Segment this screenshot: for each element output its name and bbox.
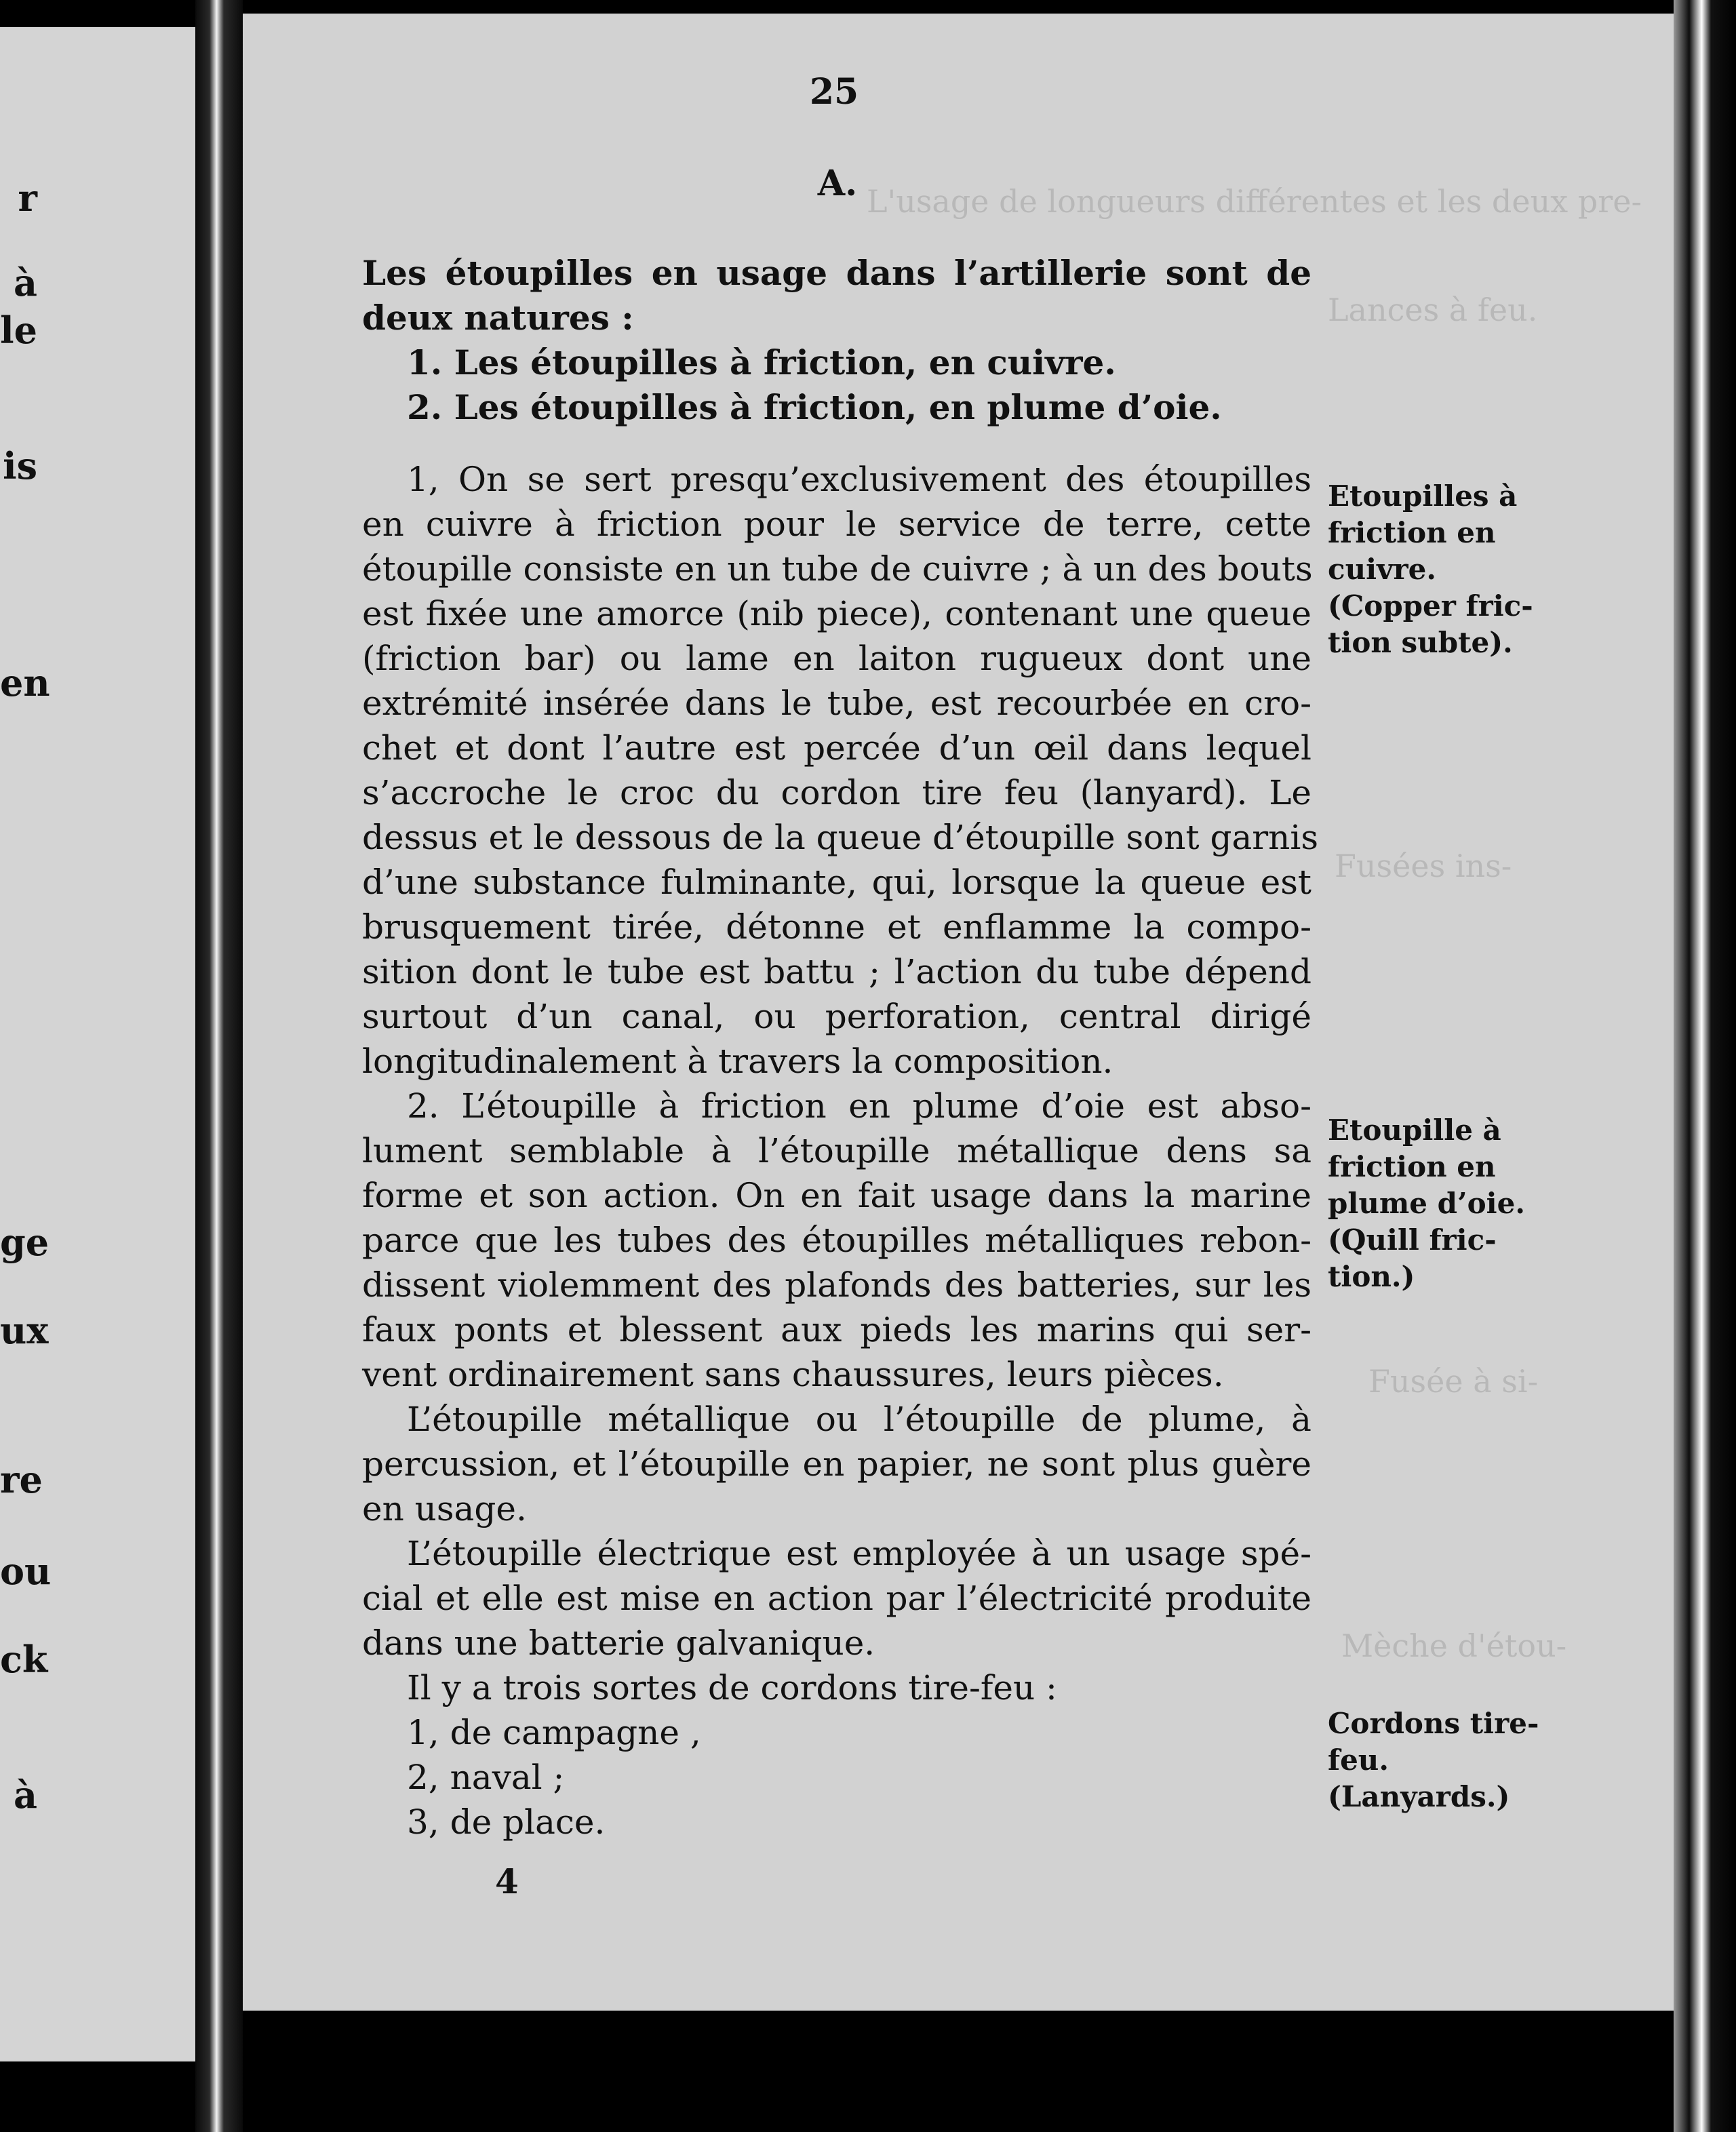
text-line: dessus et le dessous de la queue d’étoupille sont garnis (362, 818, 1319, 857)
left-page-fragment: ge (0, 1221, 50, 1264)
bleed-through-text: Fusées ins- (1335, 848, 1512, 884)
left-page-fragment: r (18, 176, 37, 220)
text-line: parce que les tubes des étoupilles métalliques rebon- (362, 1221, 1311, 1260)
text-line: en cuivre à friction pour le service de terre, cette (362, 505, 1311, 544)
margin-note-line: (Lanyards.) (1328, 1780, 1510, 1813)
margin-note-line: friction en (1328, 516, 1496, 549)
left-page-fragment: ou (0, 1549, 52, 1593)
left-page-fragment: le (0, 309, 37, 352)
bleed-through-text: Mèche d'étou- (1341, 1627, 1567, 1664)
text-line: extrémité insérée dans le tube, est recourbée en cro- (362, 684, 1311, 723)
margin-note-line: feu. (1328, 1743, 1389, 1777)
left-page-fragment: ck (0, 1638, 48, 1681)
left-page-edge (0, 27, 195, 2061)
book-gutter (195, 0, 243, 2132)
text-line: 1, de campagne , (407, 1713, 701, 1752)
left-page-fragment: à (14, 261, 37, 304)
margin-note-line: Cordons tire- (1328, 1707, 1539, 1740)
left-page-fragment: à (14, 1773, 37, 1817)
text-line: 1, On se sert presqu’exclusivement des étoupilles (407, 460, 1311, 499)
left-page-fragment: ux (0, 1309, 49, 1352)
bleed-through-text: Fusée à si- (1368, 1363, 1539, 1400)
text-line: 2. L’étoupille à friction en plume d’oie est abso- (407, 1086, 1311, 1126)
text-line: lument semblable à l’étoupille métallique dens sa (362, 1131, 1311, 1170)
text-line: percussion, et l’étoupille en papier, ne sont plus guère (362, 1444, 1311, 1484)
margin-note (1328, 478, 1585, 661)
margin-note-line: Etoupille à (1328, 1113, 1501, 1147)
margin-note-line: friction en (1328, 1150, 1496, 1183)
text-line: Les étoupilles en usage dans l’artillerie sont de (362, 253, 1311, 293)
text-line: 3, de place. (407, 1802, 606, 1842)
text-line: est fixée une amorce (nib piece), contenant une queue (362, 594, 1311, 633)
text-line: en usage. (362, 1489, 527, 1528)
margin-note-line: (Quill fric- (1328, 1223, 1497, 1257)
text-line: 2, naval ; (407, 1758, 565, 1797)
text-line: chet et dont l’autre est percée d’un œil dans lequel (362, 728, 1311, 768)
text-line: cial et elle est mise en action par l’électricité produite (362, 1579, 1311, 1618)
page-edge-shadow (1674, 0, 1736, 2132)
margin-note-line: Etoupilles à (1328, 479, 1518, 513)
text-line: vent ordinairement sans chaussures, leurs pièces. (362, 1355, 1224, 1394)
text-line: L’étoupille électrique est employée à un usage spé- (407, 1534, 1311, 1573)
text-line: sition dont le tube est battu ; l’action du tube dépend (362, 952, 1311, 991)
margin-note-line: cuivre. (1328, 553, 1436, 586)
bleed-through-text: Lances à feu. (1328, 292, 1538, 328)
text-line: L’étoupille métallique ou l’étoupille de plume, à (407, 1400, 1311, 1439)
text-line: Il y a trois sortes de cordons tire-feu : (407, 1668, 1057, 1707)
text-line: longitudinalement à travers la composition. (362, 1042, 1113, 1081)
margin-note (1328, 1112, 1585, 1295)
text-line: étoupille consiste en un tube de cuivre ; à un des bouts (362, 549, 1313, 589)
signature-mark: 4 (495, 1861, 519, 1901)
margin-note (1328, 1705, 1585, 1815)
left-page-fragment: en (0, 661, 50, 705)
text-line: brusquement tirée, détonne et enflamme la compo- (362, 907, 1311, 947)
text-line: deux natures : (362, 298, 634, 338)
text-line: 2. Les étoupilles à friction, en plume d’oie. (407, 387, 1222, 427)
page-number: 25 (809, 71, 859, 113)
text-line: d’une substance fulminante, qui, lorsque la queue est (362, 863, 1311, 902)
text-line: dans une batterie galvanique. (362, 1623, 875, 1663)
text-line: 1. Les étoupilles à friction, en cuivre. (407, 342, 1116, 382)
margin-note-line: tion.) (1328, 1260, 1415, 1293)
margin-note-line: (Copper fric- (1328, 589, 1533, 623)
section-heading: A. (817, 163, 858, 204)
margin-note-line: tion subte). (1328, 626, 1513, 659)
text-line: dissent violemment des plafonds des batteries, sur les (362, 1265, 1311, 1305)
left-page-fragment: is (3, 444, 37, 488)
text-line: faux ponts et blessent aux pieds les marins qui ser- (362, 1310, 1311, 1349)
text-line: forme et son action. On en fait usage dans la marine (362, 1176, 1311, 1215)
text-line: s’accroche le croc du cordon tire feu (lanyard). Le (362, 773, 1311, 812)
margin-note-line: plume d’oie. (1328, 1187, 1525, 1220)
text-line: (friction bar) ou lame en laiton rugueux dont une (362, 639, 1311, 678)
left-page-fragment: re (0, 1458, 43, 1501)
text-line: surtout d’un canal, ou perforation, central dirigé (362, 997, 1311, 1036)
bleed-through-text: L'usage de longueurs différentes et les deux pre- (867, 183, 1642, 220)
